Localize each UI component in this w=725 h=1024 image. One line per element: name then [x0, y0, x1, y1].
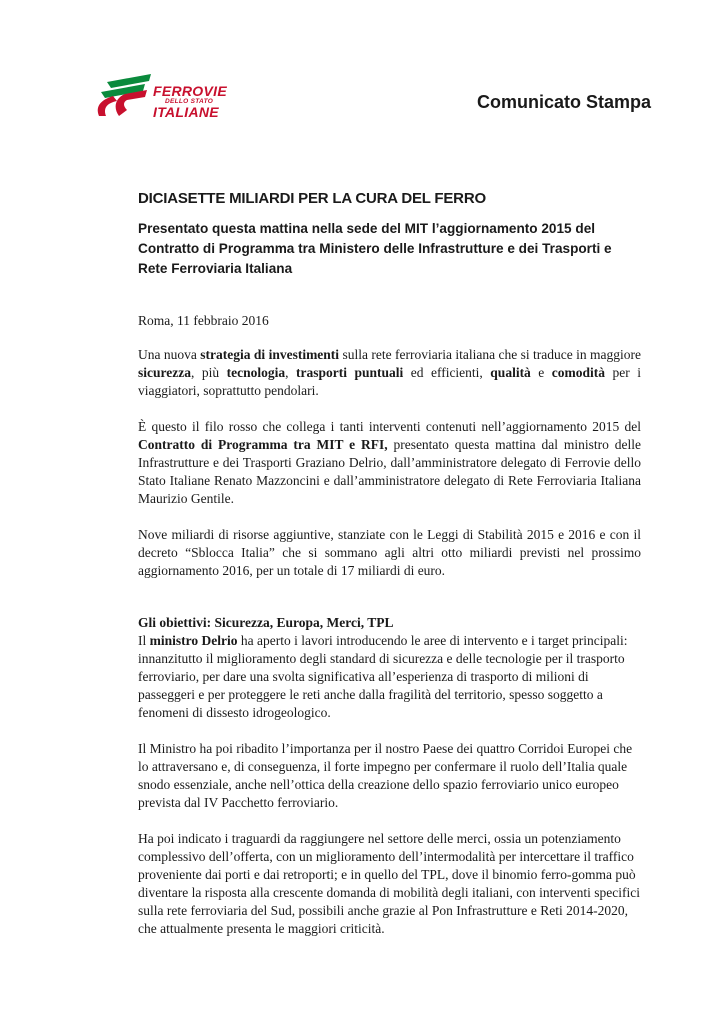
- bold-run: tecnologia: [226, 365, 286, 380]
- text-run: Il: [138, 633, 150, 648]
- bold-run: strategia di investimenti: [200, 347, 340, 362]
- bold-run: qualità: [490, 365, 531, 380]
- document-type-label: Comunicato Stampa: [476, 92, 651, 112]
- logo-text-ferrovie: FERROVIE: [153, 83, 227, 99]
- logo-text-italiane: ITALIANE: [153, 104, 219, 120]
- bold-run: sicurezza: [138, 365, 191, 380]
- text-run: ha aperto i lavori introducendo le aree di intervento e i target principali: innanzitutto il miglioramento degli standard di sicurezza e delle tecnologie per il trasporto ferroviario, per dare una svolta significativa all’esperienza di trasporto di milioni di passeggeri e per proteggere le reti anche dalla fragilità del territorio, spesso soggetto a fenomeni di dissesto idrogeologico.: [138, 633, 628, 720]
- fs-logo-mark-icon: [93, 72, 155, 120]
- dateline: Roma, 11 febbraio 2016: [138, 313, 269, 328]
- page-subtitle: Presentato questa mattina nella sede del MIT l’aggiornamento 2015 del Contratto di Programma tra Ministero delle Infrastrutture e dei Trasporti e Rete Ferroviaria Italiana: [138, 221, 612, 276]
- page-title: DICIASETTE MILIARDI PER LA CURA DEL FERRO: [138, 190, 486, 207]
- paragraph-3: Nove miliardi di risorse aggiuntive, stanziate con le Leggi di Stabilità 2015 e 2016 e con il decreto “Sblocca Italia” che si sommano agli altri otto miliardi previsti nel prossimo aggiornamento 2016, per un totale di 17 miliardi di euro.: [138, 527, 641, 578]
- text-run: ,: [285, 365, 296, 380]
- bold-run: Contratto di Programma tra MIT e RFI,: [138, 437, 388, 452]
- paragraph-1: [138, 346, 641, 400]
- bold-run: comodità: [551, 365, 606, 380]
- text-run: , più: [190, 365, 227, 380]
- text-run: sulla rete ferroviaria italiana che si traduce in maggiore: [339, 347, 642, 362]
- text-run: Una nuova: [138, 347, 201, 362]
- paragraph-6: Ha poi indicato i traguardi da raggiungere nel settore delle merci, ossia un potenziamento complessivo dell’offerta, con un miglioramento dell’intermodalità per intercettare il traffico proveniente dai porti e dai retroporti; e in quello del TPL, dove il binomio ferro-gomma può diventare la risposta alla crescente domanda di mobilità degli italiani, con interventi specifici sulla rete ferroviaria del Sud, possibili anche grazie al Pon Infrastrutture e Reti 2014-2020, che attualmente presenta le maggiori criticità.: [138, 831, 640, 936]
- paragraph-5: Il Ministro ha poi ribadito l’importanza per il nostro Paese dei quattro Corridoi Europei che lo attraversano e, di conseguenza, il forte impegno per confermare il ruolo dell’Italia quale snodo essenziale, anche nell’ottica della creazione dello spazio ferroviario unico europeo prevista dal IV Pacchetto ferroviario.: [138, 741, 633, 810]
- paragraph-4: [138, 632, 641, 722]
- paragraph-2: [138, 418, 641, 508]
- text-run: e: [530, 365, 552, 380]
- logo-text-dello-stato: DELLO STATO: [165, 98, 214, 105]
- section-heading: Gli obiettivi: Sicurezza, Europa, Merci, TPL: [138, 615, 394, 630]
- bold-run: trasporti puntuali: [295, 365, 404, 380]
- text-run: presentato questa mattina dal ministro delle Infrastrutture e dei Trasporti Graziano Delrio, dall’amministratore delegato di Ferrovie dello Stato Italiane Renato Mazzoncini e dall’amministratore delegato di Rete Ferroviaria Italiana Maurizio Gentile.: [138, 437, 641, 506]
- press-release-body: [138, 312, 641, 938]
- text-run: ed efficienti,: [403, 365, 491, 380]
- text-run: È questo il filo rosso che collega i tanti interventi contenuti nell’aggiornamento 2015 del: [138, 419, 641, 434]
- bold-run: ministro Delrio: [149, 633, 238, 648]
- text-run: per i viaggiatori, soprattutto pendolari.: [138, 365, 641, 398]
- ferrovie-dello-stato-logo: [93, 70, 243, 122]
